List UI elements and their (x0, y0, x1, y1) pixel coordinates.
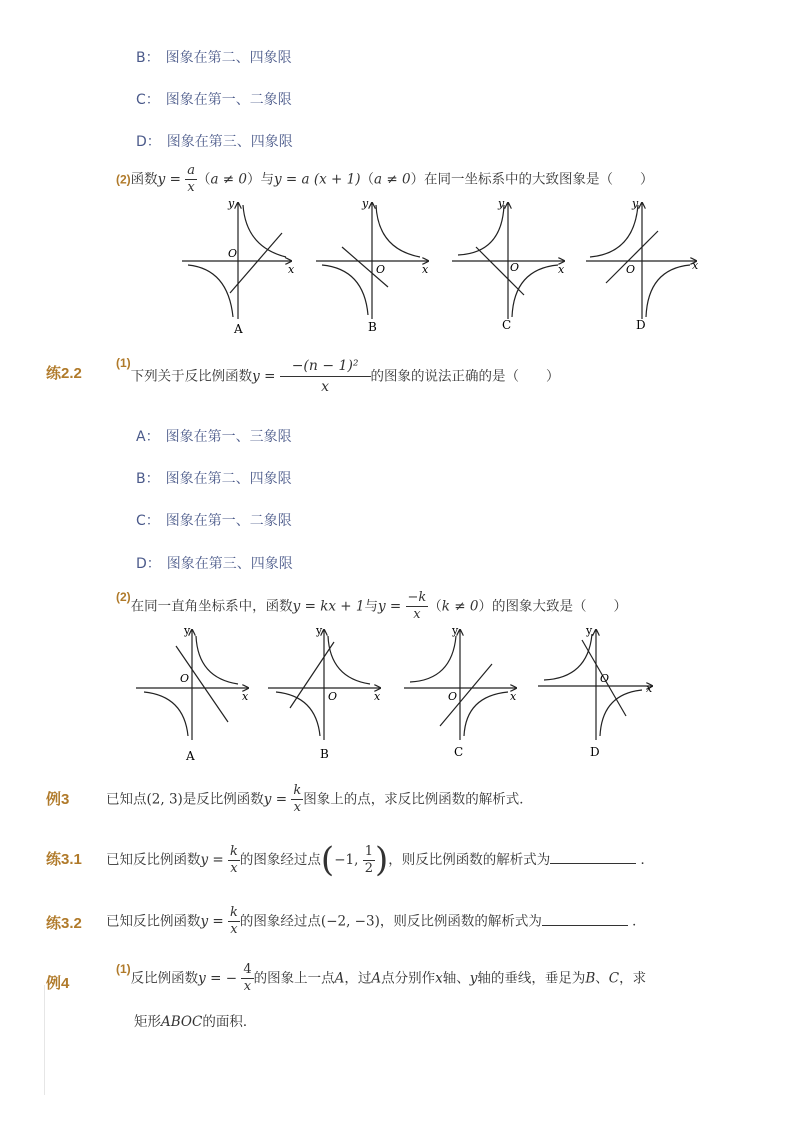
graph-1a-y: y (228, 197, 235, 210)
fraction: $\frac{4}{x}$ (243, 962, 252, 994)
graph-2b-x: x (374, 690, 381, 703)
fraction: $\frac{a}{x}$ (187, 163, 195, 195)
question-lian-2-2: (1)下列关于反比例函数y = $\frac{\text{−(n − 1)²}}{x}$ 的图象的说法正确的是（ ） (116, 356, 560, 395)
question-li-4-line1: (1)反比例函数y = − $\frac{4}{x}$ 的图象上一点A，过A点分别作x轴、y轴的垂线，垂足为B、C，求 (116, 962, 647, 994)
graph-2a-y: y (184, 624, 191, 637)
margin-line (44, 985, 45, 1095)
fraction: $\frac{k}{x}$ (230, 843, 238, 876)
graph-2d (538, 630, 652, 740)
graph-2a-o: O (180, 672, 190, 685)
fraction: $\frac{1}{2}$ (364, 843, 373, 876)
graph-set-1 (176, 195, 711, 340)
question-li-4-line2: 矩形ABOC的面积． (134, 1014, 257, 1030)
graph-2b (268, 630, 380, 740)
tag-lian-2-2: 练2.2 (46, 365, 82, 382)
graph-1a (182, 203, 291, 319)
answer-blank[interactable] (542, 913, 628, 926)
graph-1a-x: x (288, 263, 295, 276)
fraction: $\frac{-k}{x}$ (407, 590, 427, 622)
graph-1b-label: B (368, 320, 377, 334)
graph-1b (316, 203, 428, 319)
graph-2b-y: y (316, 624, 323, 637)
tag-lian-3-2: 练3.2 (46, 915, 82, 932)
graph-1c-x: x (558, 263, 565, 276)
graph-1b-y: y (362, 197, 369, 210)
tag-lian-3-1: 练3.1 (46, 851, 82, 868)
tag-li-4: 例4 (46, 975, 70, 992)
graph-2c (404, 630, 516, 740)
graph-2b-o: O (328, 690, 338, 703)
graph-1d-y: y (632, 197, 639, 210)
option-b-top: B： 图象在第二、四象限 (136, 50, 292, 66)
graph-1a-label: A (234, 322, 243, 336)
graph-2d-o: O (600, 672, 610, 685)
graph-2d-x: x (646, 682, 653, 695)
option-b-2: B： 图象在第二、四象限 (136, 471, 292, 487)
graph-2c-x: x (510, 690, 517, 703)
graph-2c-y: y (452, 624, 459, 637)
question-li-3: 已知点(2, 3)是反比例函数y = $\frac{k}{x}$ 图象上的点，求反比例函数的解析式． (106, 783, 533, 815)
option-c-top: C： 图象在第一、二象限 (136, 92, 292, 108)
question-2-1: (2)函数y = $\frac{a}{x}$ （a ≠ 0）与y = a (x + 1)（a ≠ 0）在同一坐标系中的大致图象是（ ） (116, 163, 654, 195)
graph-1d-x: x (692, 259, 699, 272)
graph-1a-o: O (228, 247, 238, 260)
graph-1c-y: y (498, 197, 505, 210)
graph-set-2 (130, 622, 665, 762)
tag-li-3: 例3 (46, 791, 70, 808)
fraction: $\frac{k}{x}$ (293, 783, 302, 815)
option-a-2: A： 图象在第一、三象限 (136, 429, 292, 445)
option-c-2: C： 图象在第一、二象限 (136, 513, 292, 529)
graph-1c (452, 203, 564, 319)
graph-2d-label: D (590, 745, 600, 759)
graph-2d-y: y (586, 624, 593, 637)
fraction: $\frac{k}{x}$ (230, 905, 238, 937)
graph-2c-label: C (454, 745, 464, 759)
answer-blank[interactable] (550, 851, 636, 864)
question-2-2: (2)在同一直角坐标系中，函数y = kx + 1与y = $\frac{-k}{x}$ （k ≠ 0）的图象大致是（ ） (116, 590, 627, 622)
graph-1c-label: C (502, 318, 512, 332)
option-d-top: D： 图象在第三、四象限 (136, 134, 293, 150)
graph-1d-label: D (636, 318, 646, 332)
paren-left: ( (320, 840, 335, 880)
question-lian-3-1: 已知反比例函数y = $\frac{k}{x}$ 的图象经过点(−1, $\frac{1}{2}$ )，则反比例函数的解析式为 ． (106, 840, 655, 880)
paren-right: ) (374, 840, 389, 880)
graph-1b-x: x (422, 263, 429, 276)
graph-2a-x: x (242, 690, 249, 703)
graph-1d-o: O (626, 263, 636, 276)
graph-1d (586, 203, 696, 319)
question-lian-3-2: 已知反比例函数y = $\frac{k}{x}$ 的图象经过点(−2, −3)，则反比例函数的解析式为 ． (106, 905, 646, 937)
graph-2a (136, 630, 248, 740)
graph-1b-o: O (376, 263, 386, 276)
graph-2a-label: A (186, 749, 195, 762)
fraction: $\frac{\text{−(n − 1)²}}{x}$ (280, 356, 371, 397)
graph-2c-o: O (448, 690, 458, 703)
graph-1c-o: O (510, 261, 520, 274)
graph-2b-label: B (320, 747, 329, 761)
option-d-2: D： 图象在第三、四象限 (136, 556, 293, 572)
